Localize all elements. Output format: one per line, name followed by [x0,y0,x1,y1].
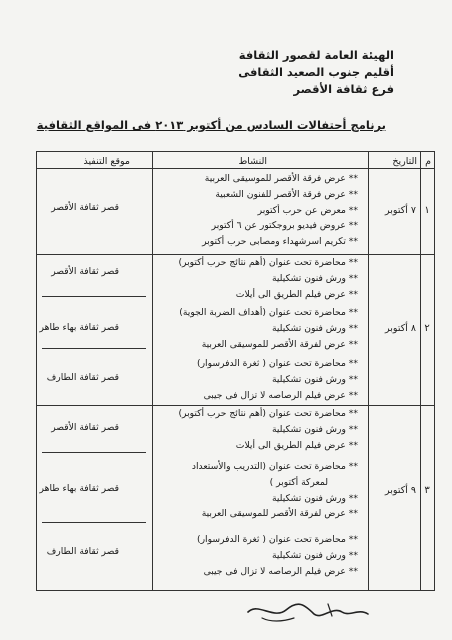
location-divider [42,522,146,523]
activity-item: ** عرض فيلم الطريق الى أيلات [235,439,358,451]
activity-list [178,255,358,302]
row-number: ٢ [424,323,430,334]
activity-item: ** ورش فنون تشكيلية [271,373,358,385]
location-divider [42,452,146,453]
location-name: قصر ثقافة الأقصر [51,266,119,277]
activity-item: ** عرض فرقة الأقصر للموسيقى العربية [204,173,358,184]
activity-item: ** ورش فنون تشكيلية [271,492,358,504]
org-name: الهيئة العامة لقصور الثقافة [238,48,394,62]
location-name: قصر ثقافة بهاء طاهر [39,483,119,494]
activity-item: ** محاضرة تحت عنوان ( ثغرة الدفرسوار) [197,358,358,369]
activity-item: ** عرض لفرقة الأقصر للموسيقى العربية [201,508,358,520]
activity-item: ** عرض فيلم الرصاصه لا تزال فى جيبى [203,389,358,401]
location-name: قصر ثقافة الطارف [46,546,119,557]
activity-item: ** محاضرة تحت عنوان ( ثغرة الدفرسوار) [197,534,358,545]
activity-item: ** محاضرة تحت عنوان (أهم نتائج حرب أكتوبر) [178,408,358,419]
activity-item: ** ورش فنون تشكيلية [271,272,358,284]
activity-item: ** معرض عن حرب أكتوبر [257,204,358,216]
row-number: ٣ [424,485,430,496]
row-date: ٧ أكتوبر [385,205,416,216]
activity-list [179,305,358,352]
activity-item: ** عرض فيلم الرصاصه لا تزال فى جيبى [203,565,358,577]
row-date: ٩ أكتوبر [385,485,416,496]
branch-name: فرع ثقافة الأقصر [293,82,394,96]
activity-list [197,356,358,403]
activity-item: ** محاضرة تحت عنوان (التدريب والأستعداد [191,461,358,472]
location-name: قصر ثقافة الأقصر [51,202,119,213]
location-divider [42,348,146,349]
activity-list [178,406,358,453]
activity-item: ** محاضرة تحت عنوان (أهم نتائج حرب أكتوبر) [178,257,358,268]
handwritten-signature [244,598,374,626]
activity-item: لمعركة أكتوبر ) [269,476,328,488]
activity-item: ** ورش فنون تشكيلية [271,322,358,334]
location-name: قصر ثقافة الطارف [46,372,119,383]
row-number: ١ [424,205,430,216]
document-title: برنامج أحتفالات السادس من أكتوبر ٢٠١٣ فى المواقع الثقافية [36,118,386,132]
activity-list [197,532,358,579]
location-name: قصر ثقافة الأقصر [51,422,119,433]
column-header-num: م [425,156,431,167]
activity-item: ** تكريم اسرشهداء ومصابى حرب أكتوبر [202,236,358,248]
activity-item: ** عرض فيلم الطريق الى أيلات [235,288,358,300]
region-name: أقليم جنوب الصعيد الثقافى [238,65,394,79]
activity-item: ** عروض فيديو بروجكتور عن ٦ أكتوبر [211,220,358,232]
activity-item: ** عرض فرقة الأقصر للفنون الشعبية [215,188,358,200]
column-header-activity: النشاط [238,156,267,167]
location-name: قصر ثقافة بهاء طاهر [39,322,119,333]
activity-item: ** عرض لفرقة الأقصر للموسيقى العربية [201,338,358,350]
activity-item: ** ورش فنون تشكيلية [271,423,358,435]
activity-list [202,171,358,250]
activity-item: ** محاضرة تحت عنوان (أهداف الضربة الجوية) [179,307,358,318]
column-header-date: التاريخ [392,156,417,167]
activity-list [192,459,358,522]
activity-item: ** ورش فنون تشكيلية [271,549,358,561]
location-divider [42,296,146,297]
column-header-location: موقع التنفيذ [83,156,130,167]
row-date: ٨ أكتوبر [385,323,416,334]
